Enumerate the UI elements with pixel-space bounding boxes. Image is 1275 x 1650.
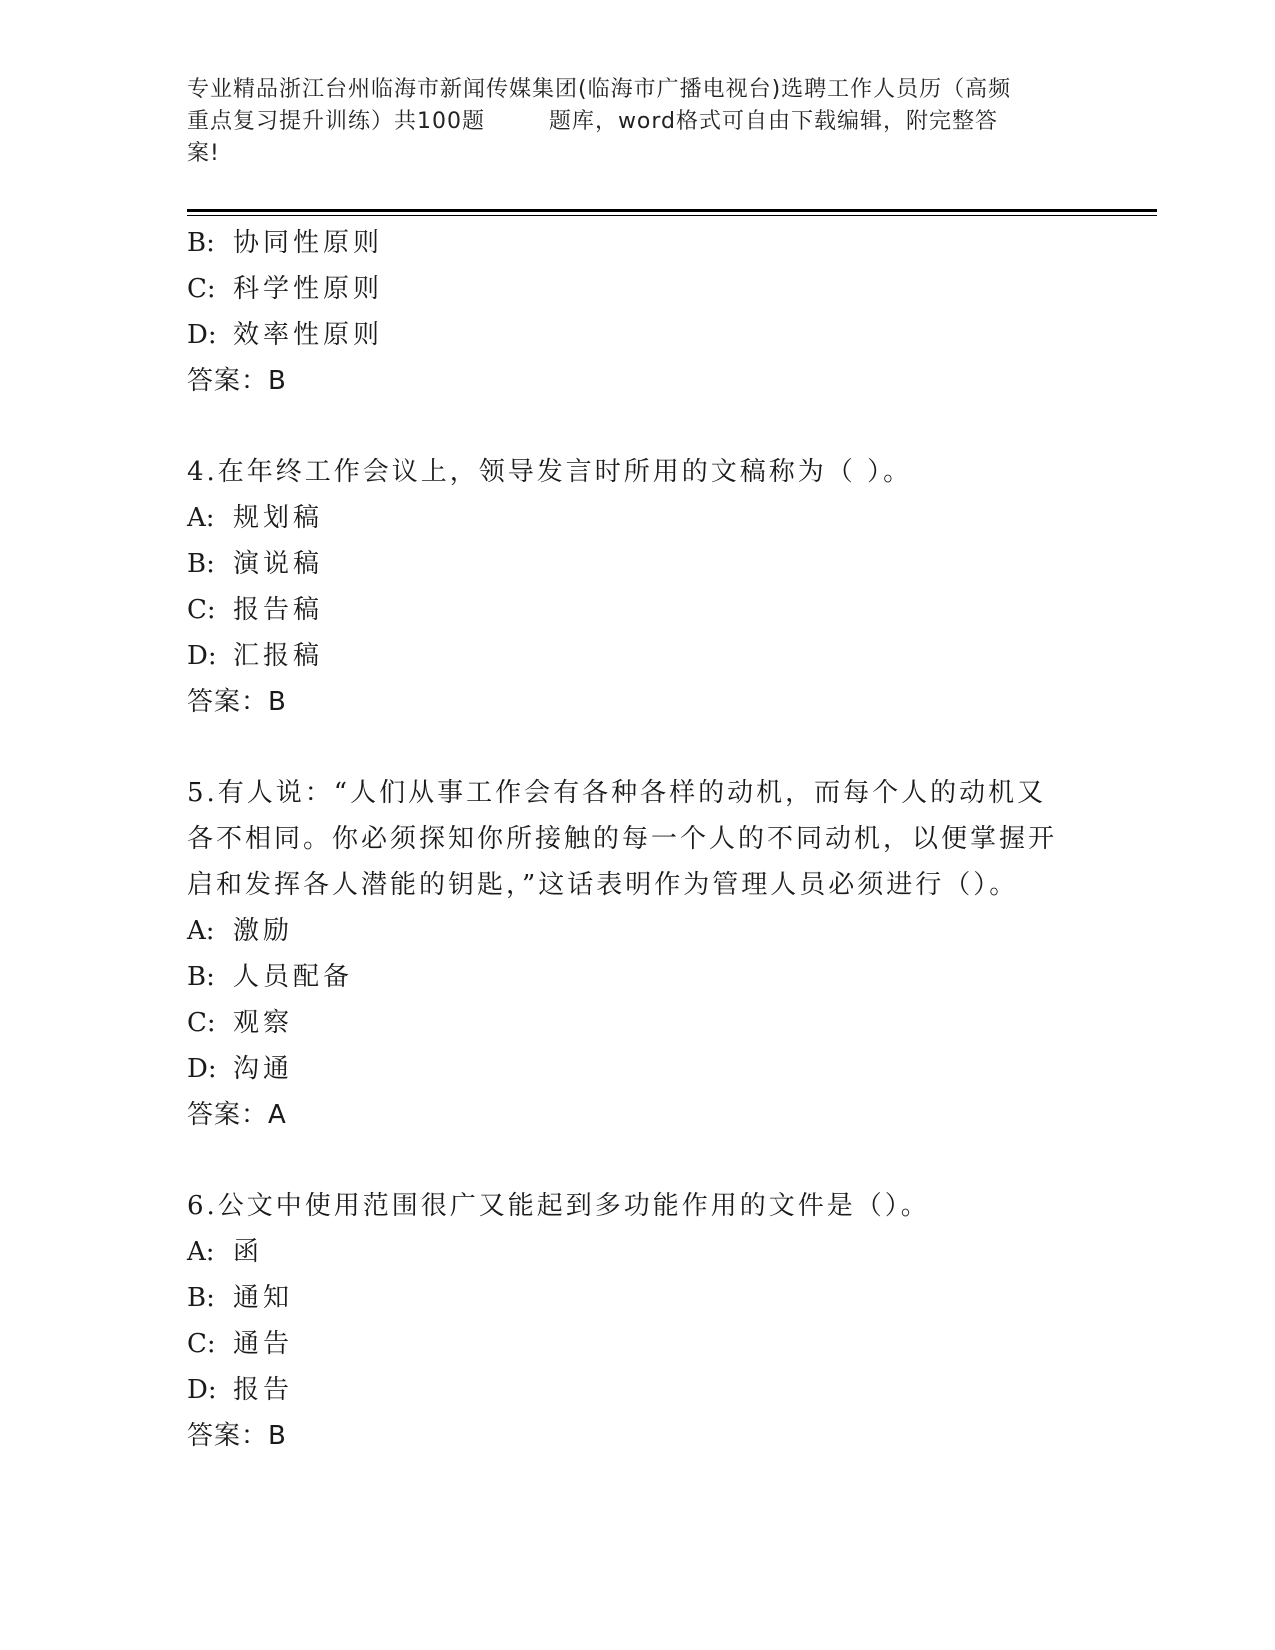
option-letter: C: bbox=[187, 274, 216, 304]
question-6 bbox=[187, 1183, 1087, 1459]
option-text: 激励 bbox=[233, 916, 294, 946]
option-letter: A: bbox=[187, 1237, 215, 1267]
option-letter: C: bbox=[187, 1329, 216, 1359]
question-3 bbox=[187, 220, 1087, 404]
option-d bbox=[187, 633, 1087, 679]
option-d bbox=[187, 1367, 1087, 1413]
option-letter: B: bbox=[187, 962, 215, 992]
option-d bbox=[187, 312, 1087, 358]
option-letter: B: bbox=[187, 549, 215, 579]
option-text: 人员配备 bbox=[233, 962, 354, 992]
option-c bbox=[187, 1000, 1087, 1046]
option-letter: D: bbox=[187, 641, 217, 671]
question-stem: 4.在年终工作会议上，领导发言时所用的文稿称为（ ）。 bbox=[187, 457, 913, 487]
option-text: 沟通 bbox=[233, 1054, 294, 1084]
option-text: 函 bbox=[233, 1237, 264, 1267]
option-text: 汇报稿 bbox=[233, 641, 324, 671]
option-letter: B: bbox=[187, 228, 215, 258]
option-letter: D: bbox=[187, 1375, 217, 1405]
option-text: 报告 bbox=[233, 1375, 294, 1405]
header-rule-thick bbox=[187, 209, 1157, 212]
question-stem: 6.公文中使用范围很广又能起到多功能作用的文件是（）。 bbox=[187, 1191, 930, 1221]
option-a bbox=[187, 1229, 1087, 1275]
option-letter: A: bbox=[187, 916, 215, 946]
question-5 bbox=[187, 770, 1087, 1138]
answer-line: 答案：B bbox=[187, 366, 287, 396]
option-text: 报告稿 bbox=[233, 595, 324, 625]
header-rule-thin bbox=[187, 215, 1157, 216]
option-b bbox=[187, 954, 1087, 1000]
option-b bbox=[187, 1275, 1087, 1321]
option-text: 通告 bbox=[233, 1329, 294, 1359]
option-text: 规划稿 bbox=[233, 503, 324, 533]
option-c bbox=[187, 587, 1087, 633]
option-text: 演说稿 bbox=[233, 549, 324, 579]
question-list bbox=[187, 220, 1087, 1459]
option-c bbox=[187, 1321, 1087, 1367]
question-4 bbox=[187, 449, 1087, 725]
option-letter: A: bbox=[187, 503, 215, 533]
option-letter: C: bbox=[187, 595, 216, 625]
question-stem: 启和发挥各人潜能的钥匙，”这话表明作为管理人员必须进行（）。 bbox=[187, 870, 1019, 900]
question-stem: 各不相同。你必须探知你所接触的每一个人的不同动机，以便掌握开 bbox=[187, 824, 1058, 854]
option-letter: D: bbox=[187, 320, 217, 350]
header-line-1: 专业精品浙江台州临海市新闻传媒集团(临海市广播电视台)选聘工作人员历（高频 bbox=[187, 77, 1012, 102]
option-text: 协同性原则 bbox=[233, 228, 384, 258]
option-letter: C: bbox=[187, 1008, 216, 1038]
header-line-2: 重点复习提升训练）共100题 题库，word格式可自由下载编辑，附完整答 bbox=[187, 109, 999, 134]
option-letter: B: bbox=[187, 1283, 215, 1313]
option-text: 效率性原则 bbox=[233, 320, 384, 350]
option-b bbox=[187, 220, 1087, 266]
option-letter: D: bbox=[187, 1054, 217, 1084]
option-b bbox=[187, 541, 1087, 587]
option-c bbox=[187, 266, 1087, 312]
header-line-3: 案! bbox=[187, 141, 220, 166]
option-text: 科学性原则 bbox=[233, 274, 384, 304]
document-header bbox=[187, 74, 1087, 170]
option-a bbox=[187, 908, 1087, 954]
option-text: 观察 bbox=[233, 1008, 294, 1038]
answer-line: 答案：B bbox=[187, 1421, 287, 1451]
option-a bbox=[187, 495, 1087, 541]
answer-line: 答案：B bbox=[187, 687, 287, 717]
answer-line: 答案：A bbox=[187, 1100, 287, 1130]
question-stem: 5.有人说：“人们从事工作会有各种各样的动机，而每个人的动机又 bbox=[187, 778, 1047, 808]
option-d bbox=[187, 1046, 1087, 1092]
option-text: 通知 bbox=[233, 1283, 294, 1313]
